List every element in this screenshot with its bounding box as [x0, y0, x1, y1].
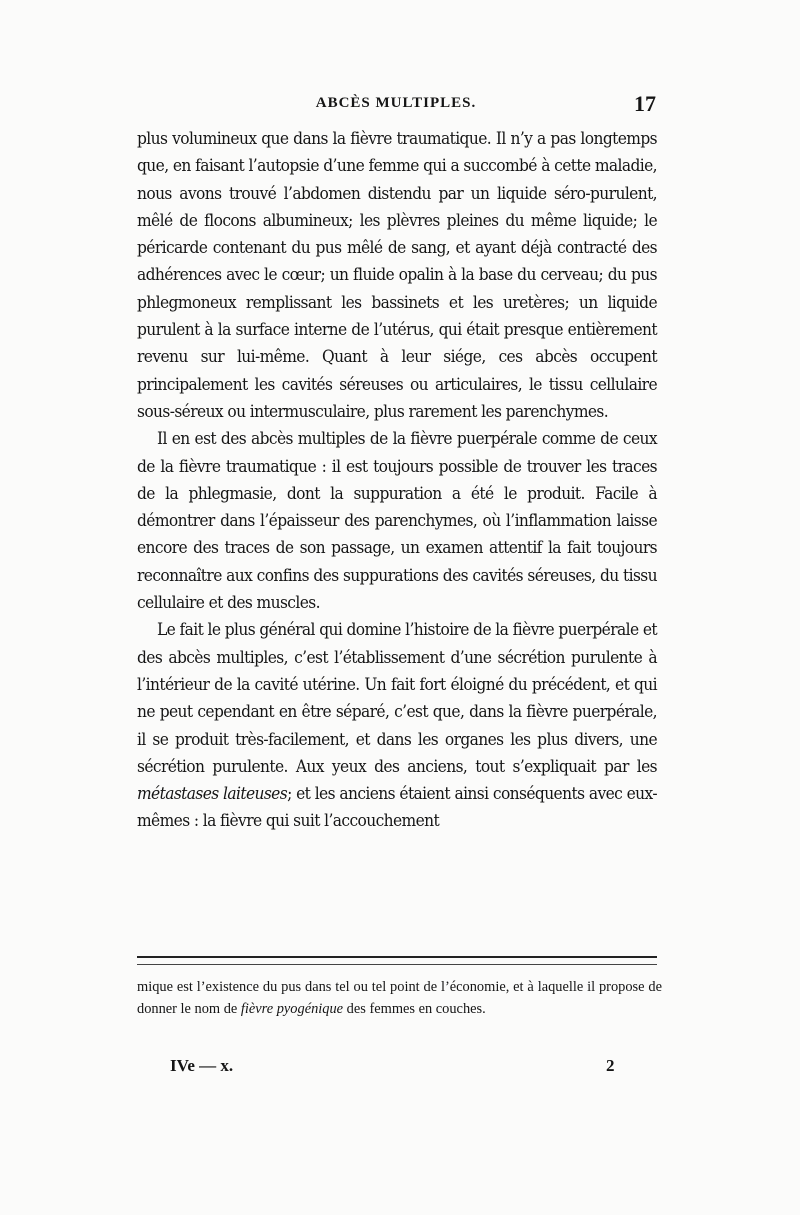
footnote [137, 976, 662, 1020]
footnote-text [137, 976, 662, 1020]
footnote-rule [137, 956, 657, 958]
signature-mark: IVe — x. [170, 1056, 234, 1075]
paragraph: Il en est des abcès multiples de la fièvre puerpérale comme de ceux de la fièvre traumatique : il est toujours possible de trouver les traces de la phlegmasie, dont la suppuration a été le produit. Facile à démontrer dans l’épaisseur des parenchymes, où l’inflammation laisse encore des traces de son passage, un examen attentif la fait toujours reconnaître aux confins des suppurations des cavités séreuses, du tissu cellulaire et des muscles. [137, 429, 657, 614]
paragraph [137, 617, 657, 835]
paragraph-text: Le fait le plus général qui domine l’histoire de la fièvre puerpérale et des abcès multiples, c’est l’établissement d’une sécrétion purulente à l’intérieur de la cavité utérine. Un fait fort éloigné du précédent, et qui ne peut cependant en être séparé, c’est que, dans la fièvre puerpérale, il se produit très-facilement, et dans les organes les plus divers, une sécrétion purulente. Aux yeux des anciens, tout s’expliquait par les [137, 620, 657, 777]
footnote-rule-secondary [137, 964, 657, 965]
body-text [137, 126, 657, 836]
paragraph-text: ; et les anciens étaient ainsi conséquents avec eux-mêmes : la fièvre qui suit l’accouchement [137, 784, 657, 832]
italic-term: métastases laiteuses [137, 784, 288, 805]
signature-number: 2 [606, 1056, 615, 1075]
footnote-italic-term: fièvre pyogénique [240, 1001, 344, 1017]
running-header [136, 93, 656, 121]
footnote-text-part: mique est l’existence du pus dans tel ou tel point de l’économie, et à laquelle il propose de donner le nom de [137, 979, 662, 1017]
page-number: 17 [634, 91, 656, 116]
running-title: ABCÈS MULTIPLES. [315, 95, 477, 111]
paragraph-continuation: plus volumineux que dans la fièvre traumatique. Il n’y a pas longtemps que, en faisant l’autopsie d’une femme qui a succombé à cette maladie, nous avons trouvé l’abdomen distendu par un liquide séro-purulent, mêlé de flocons albumineux; les plèvres pleines du même liquide; le péricarde contenant du pus mêlé de sang, et ayant déjà contracté des adhérences avec le cœur; un fluide opalin à la base du cerveau; du pus phlegmoneux remplissant les bassinets et les uretères; un liquide purulent à la surface interne de l’utérus, qui était presque entièrement revenu sur lui-même. Quant à leur siége, ces abcès occupent principalement les cavités séreuses ou articulaires, le tissu cellulaire sous-séreux ou intermusculaire, plus rarement les parenchymes. [137, 129, 657, 422]
footnote-text-part: des femmes en couches. [343, 1001, 486, 1017]
